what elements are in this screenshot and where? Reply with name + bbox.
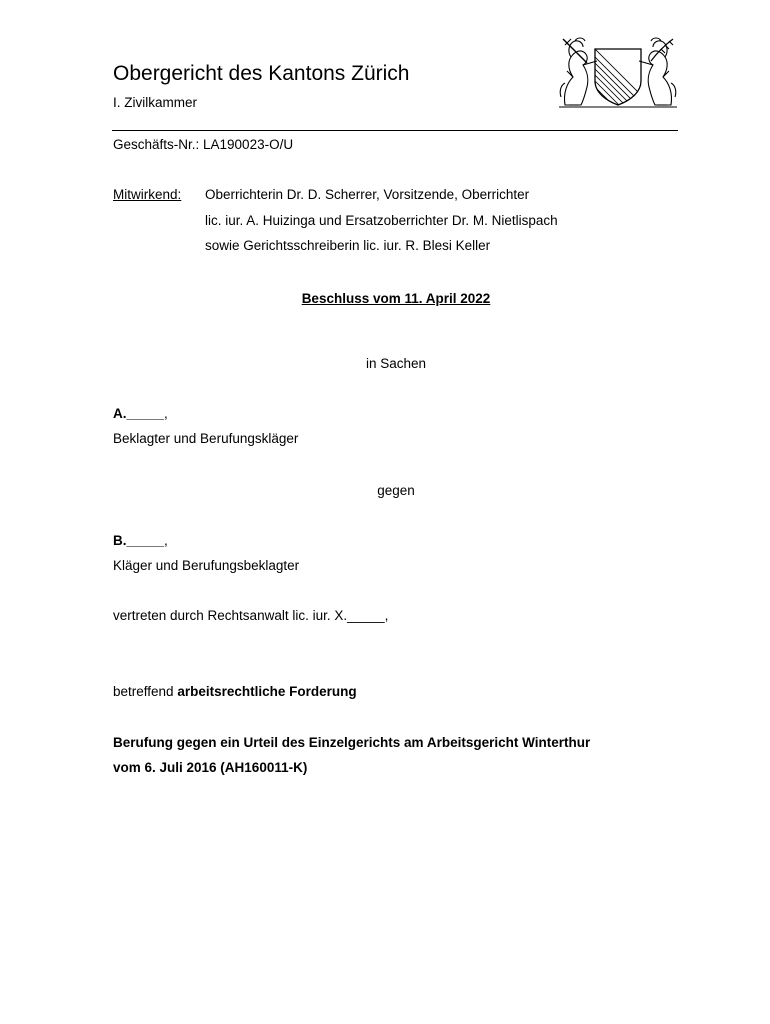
- party-b-name: B._____: [113, 533, 165, 548]
- subject-matter: arbeitsrechtliche Forderung: [177, 684, 357, 699]
- subject-prefix: betreffend: [113, 684, 178, 699]
- party-b-role: Kläger und Berufungsbeklagter: [113, 558, 300, 573]
- header-divider: [112, 130, 678, 131]
- party-b-name-line: [113, 533, 168, 548]
- against-label: gegen: [377, 483, 415, 498]
- appeal-line: Berufung gegen ein Urteil des Einzelgerichts am Arbeitsgericht Winterthur: [113, 735, 591, 750]
- party-b-representation: vertreten durch Rechtsanwalt lic. iur. X._____,: [113, 608, 389, 623]
- case-number: Geschäfts-Nr.: LA190023-O/U: [113, 137, 294, 152]
- party-a-role: Beklagter und Berufungskläger: [113, 431, 299, 446]
- zurich-coat-of-arms-icon: [557, 35, 679, 111]
- in-matter-label: in Sachen: [365, 356, 427, 371]
- party-a-name: A._____: [113, 406, 165, 421]
- participants-line: sowie Gerichtsschreiberin lic. iur. R. Blesi Keller: [205, 238, 491, 253]
- participants-line: Oberrichterin Dr. D. Scherrer, Vorsitzende, Oberrichter: [205, 187, 530, 202]
- party-a-suffix: ,: [164, 406, 168, 421]
- subject-line: [113, 684, 357, 699]
- appeal-line: vom 6. Juli 2016 (AH160011-K): [113, 760, 308, 775]
- party-a-name-line: [113, 406, 168, 421]
- participants-line: lic. iur. A. Huizinga und Ersatzoberrichter Dr. M. Nietlispach: [205, 213, 558, 228]
- court-name: Obergericht des Kantons Zürich: [113, 62, 410, 85]
- decision-title: Beschluss vom 11. April 2022: [301, 291, 491, 306]
- chamber-name: I. Zivilkammer: [113, 95, 197, 110]
- party-b-suffix: ,: [164, 533, 168, 548]
- participants-label: Mitwirkend:: [113, 187, 182, 202]
